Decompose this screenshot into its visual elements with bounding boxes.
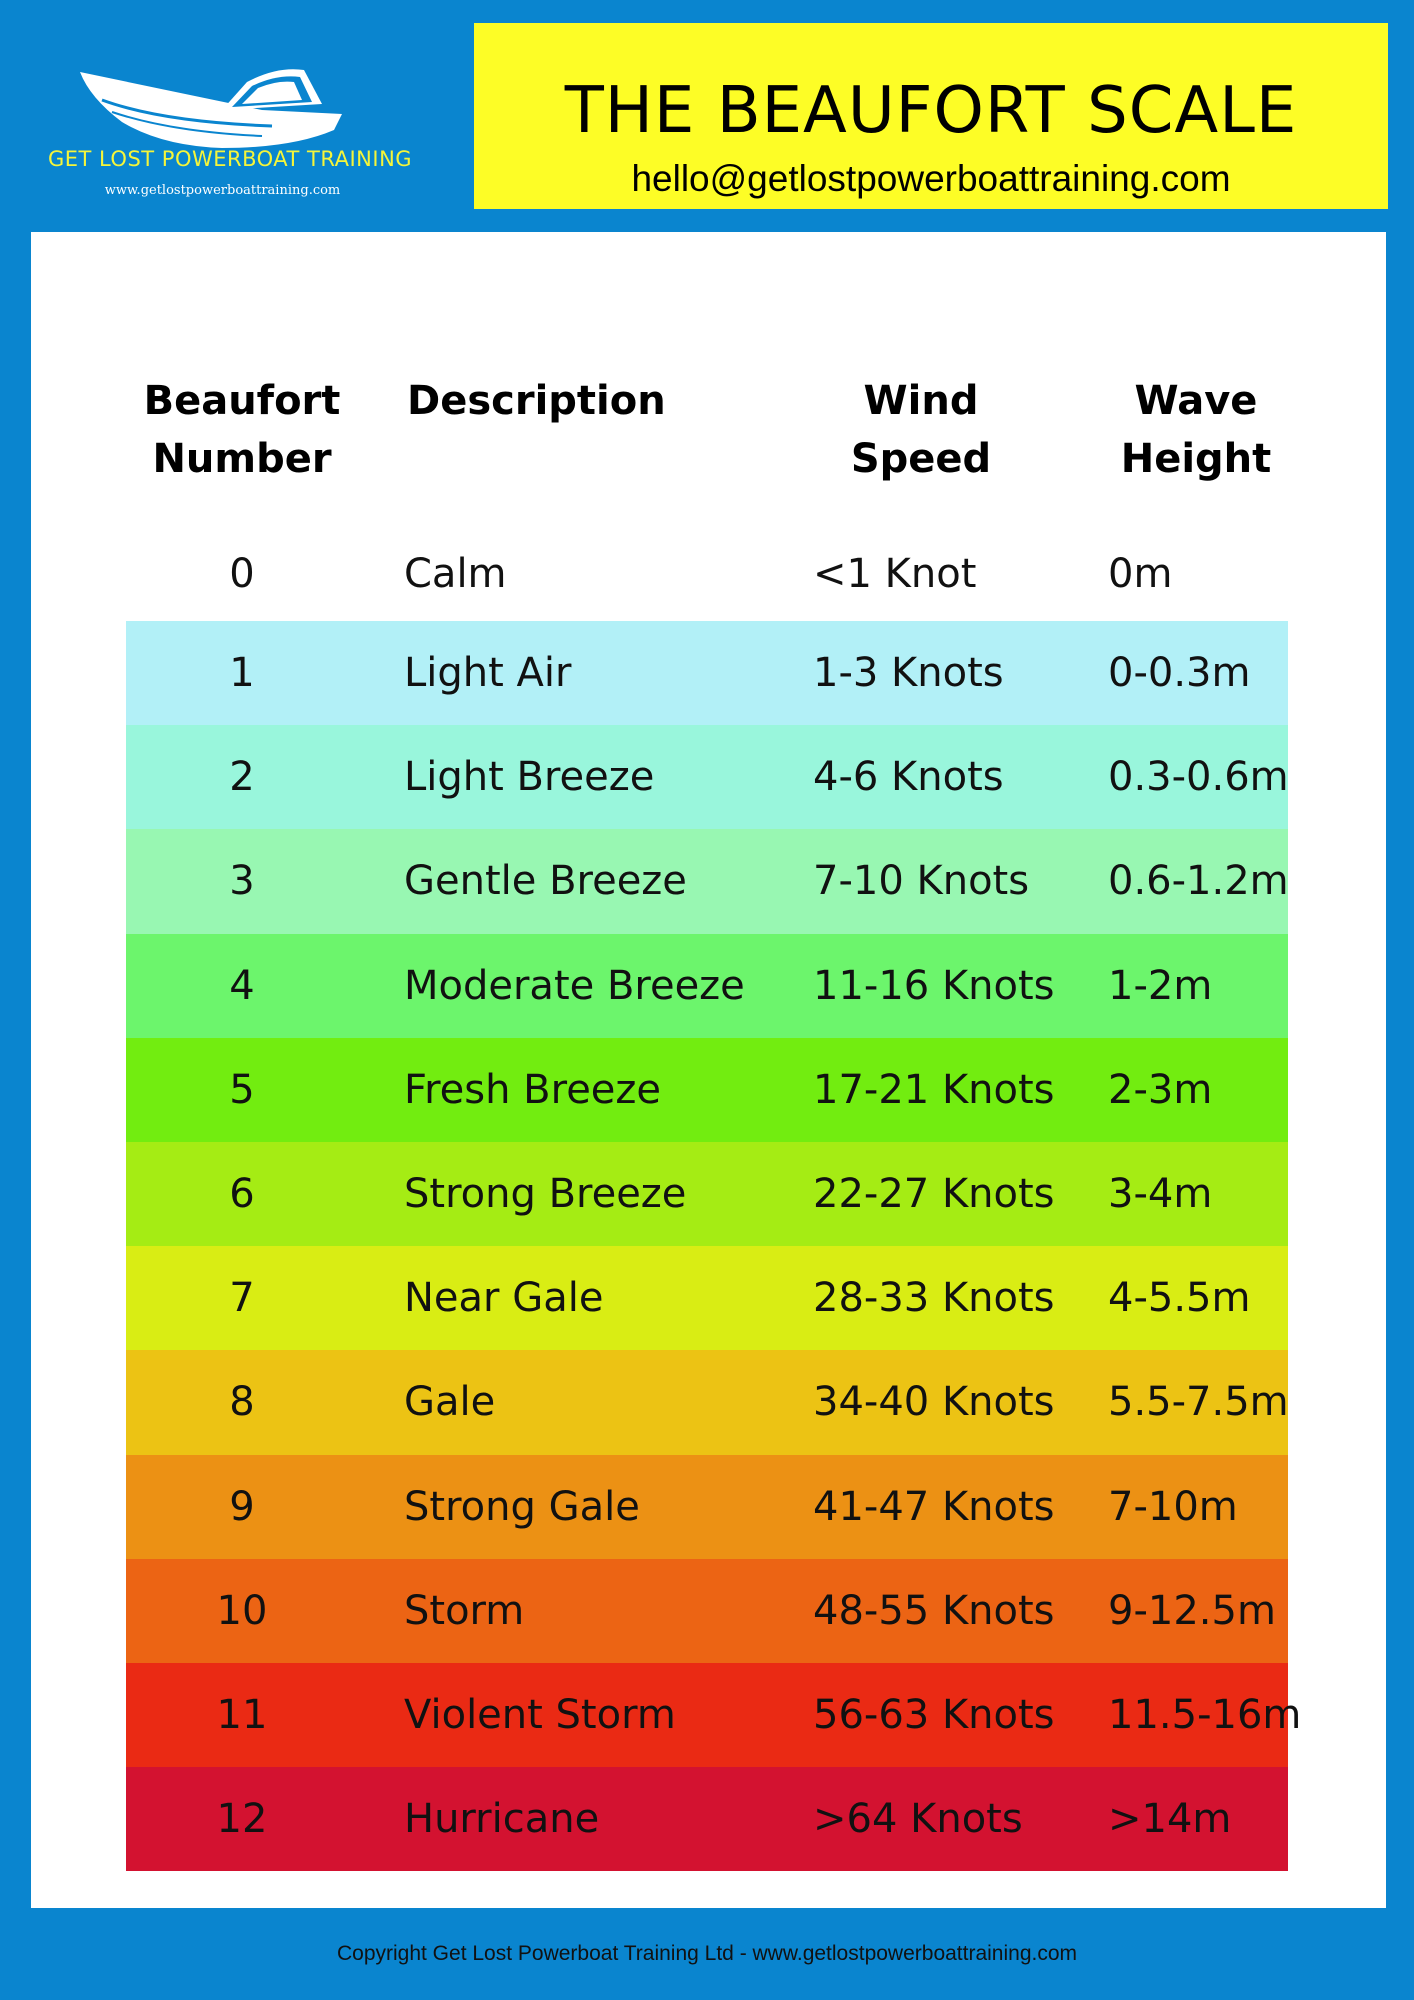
description: Fresh Breeze (404, 1066, 662, 1113)
header-line: Number (152, 436, 332, 482)
table-row (126, 1663, 1302, 1767)
beaufort-number: 5 (229, 1066, 255, 1113)
page-title: THE BEAUFORT SCALE (564, 74, 1298, 148)
wave-height: 7-10m (1108, 1483, 1238, 1530)
brand-name: GET LOST POWERBOAT TRAINING (47, 147, 413, 171)
header-line: Speed (850, 436, 992, 482)
beaufort-number: 1 (229, 650, 255, 697)
description: Light Air (404, 650, 572, 697)
wave-height: 0-0.3m (1108, 650, 1251, 697)
wave-height: 5.5-7.5m (1108, 1379, 1289, 1426)
table-row (126, 1455, 1288, 1559)
scale-panel (31, 232, 1386, 1908)
table-row (126, 725, 1288, 829)
table-row (126, 1038, 1288, 1142)
wind-speed: <1 Knot (813, 551, 977, 597)
header-description (407, 372, 727, 430)
table-row (126, 1350, 1288, 1454)
table-header (31, 372, 1386, 502)
brand-url: www.getlostpowerboattraining.com (104, 183, 341, 198)
wind-speed: 22-27 Knots (813, 1171, 1055, 1218)
beaufort-number: 7 (229, 1275, 255, 1322)
table-row (126, 621, 1288, 725)
table-row (126, 829, 1288, 933)
description: Hurricane (404, 1796, 600, 1843)
wave-height: 9-12.5m (1108, 1587, 1276, 1634)
wind-speed: 34-40 Knots (813, 1379, 1055, 1426)
header-wind-speed (811, 372, 1031, 488)
wind-speed: 7-10 Knots (813, 858, 1030, 905)
description: Near Gale (404, 1275, 604, 1322)
beaufort-number: 4 (229, 962, 255, 1009)
table-row (126, 1246, 1288, 1350)
wave-height: 0.6-1.2m (1108, 858, 1289, 905)
wave-height: 0.3-0.6m (1108, 754, 1289, 801)
wind-speed: 1-3 Knots (813, 650, 1004, 697)
description: Storm (404, 1587, 525, 1634)
description: Gentle Breeze (404, 858, 687, 905)
wind-speed: 28-33 Knots (813, 1275, 1055, 1322)
header-line: Height (1120, 436, 1272, 482)
wave-height: 4-5.5m (1108, 1275, 1251, 1322)
table-row (126, 934, 1288, 1038)
description: Strong Breeze (404, 1171, 687, 1218)
wind-speed: 4-6 Knots (813, 754, 1004, 801)
description: Gale (404, 1379, 496, 1426)
wind-speed: 41-47 Knots (813, 1483, 1055, 1530)
brand-logo (0, 0, 460, 215)
table-row (126, 1559, 1288, 1663)
wind-speed: 48-55 Knots (813, 1587, 1055, 1634)
header-line: Wind (863, 378, 979, 424)
wave-height: 3-4m (1108, 1171, 1213, 1218)
beaufort-number: 6 (229, 1171, 255, 1218)
copyright-footer: Copyright Get Lost Powerboat Training Ltd - www.getlostpowerboattraining.com (336, 1942, 1078, 1965)
beaufort-number: 8 (229, 1379, 255, 1426)
contact-email: hello@getlostpowerboattraining.com (631, 158, 1231, 199)
powerboat-icon (72, 52, 362, 152)
beaufort-number: 12 (216, 1796, 268, 1843)
table-row (126, 1767, 1288, 1871)
header-wave-height (1086, 372, 1306, 488)
header-beaufort-number (126, 372, 358, 488)
wind-speed: 56-63 Knots (813, 1691, 1055, 1738)
table-row (126, 1142, 1288, 1246)
beaufort-table (126, 527, 1302, 1871)
header-line: Wave (1134, 378, 1258, 424)
beaufort-number: 9 (229, 1483, 255, 1530)
wave-height: 2-3m (1108, 1066, 1213, 1113)
wind-speed: >64 Knots (813, 1796, 1023, 1843)
beaufort-number: 2 (229, 754, 255, 801)
wave-height: 1-2m (1108, 962, 1213, 1009)
beaufort-number: 11 (216, 1691, 268, 1738)
table-row (126, 527, 1288, 621)
wind-speed: 17-21 Knots (813, 1066, 1055, 1113)
wind-speed: 11-16 Knots (813, 962, 1055, 1009)
beaufort-number: 0 (229, 551, 255, 597)
beaufort-number: 3 (229, 858, 255, 905)
title-box (474, 23, 1388, 209)
wave-height: 0m (1108, 551, 1173, 597)
header-line: Description (407, 378, 666, 424)
description: Violent Storm (404, 1691, 676, 1738)
description: Calm (404, 551, 507, 597)
description: Strong Gale (404, 1483, 640, 1530)
description: Moderate Breeze (404, 962, 745, 1009)
beaufort-number: 10 (216, 1587, 268, 1634)
wave-height: >14m (1108, 1796, 1232, 1843)
description: Light Breeze (404, 754, 655, 801)
header-line: Beaufort (143, 378, 341, 424)
wave-height: 11.5-16m (1108, 1691, 1302, 1738)
